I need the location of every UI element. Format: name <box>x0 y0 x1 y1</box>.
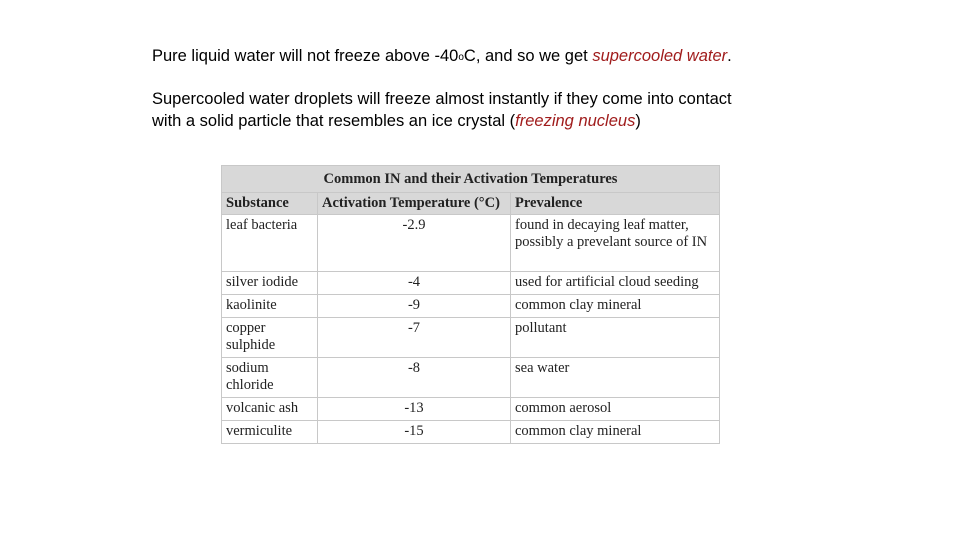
header-prevalence: Prevalence <box>511 193 720 215</box>
cell-substance: leaf bacteria <box>222 215 318 272</box>
intro-paragraph <box>152 45 732 67</box>
table-row <box>222 398 720 421</box>
nucleus-line-2 <box>152 110 732 132</box>
intro-text: Pure liquid water will not freeze above -40 <box>152 47 459 65</box>
cell-prevalence: pollutant <box>511 318 720 358</box>
cell-temperature: -4 <box>318 272 511 295</box>
cell-prevalence: common aerosol <box>511 398 720 421</box>
table-row <box>222 421 720 444</box>
table-row <box>222 272 720 295</box>
supercooled-water-term: supercooled water <box>592 47 728 65</box>
cell-prevalence: common clay mineral <box>511 421 720 444</box>
cell-prevalence: sea water <box>511 358 720 398</box>
ice-nuclei-table <box>221 165 720 444</box>
cell-substance: sodium chloride <box>222 358 318 398</box>
table-row <box>222 295 720 318</box>
nucleus-text-end: ) <box>635 112 641 130</box>
cell-substance: copper sulphide <box>222 318 318 358</box>
table-caption: Common IN and their Activation Temperatures <box>222 166 720 193</box>
cell-substance: silver iodide <box>222 272 318 295</box>
degree-mark: o <box>458 52 464 63</box>
cell-temperature: -2.9 <box>318 215 511 272</box>
cell-temperature: -9 <box>318 295 511 318</box>
header-substance: Substance <box>222 193 318 215</box>
freezing-nucleus-term: freezing nucleus <box>515 112 636 130</box>
intro-text-end: . <box>727 47 732 65</box>
cell-temperature: -8 <box>318 358 511 398</box>
cell-temperature: -15 <box>318 421 511 444</box>
cell-substance: vermiculite <box>222 421 318 444</box>
cell-prevalence: used for artificial cloud seeding <box>511 272 720 295</box>
table-row <box>222 318 720 358</box>
cell-prevalence: found in decaying leaf matter, possibly a prevelant source of IN <box>511 215 720 272</box>
table-caption-row <box>222 166 720 193</box>
intro-text-cont: C, and so we get <box>463 47 593 65</box>
table-row <box>222 358 720 398</box>
cell-substance: kaolinite <box>222 295 318 318</box>
table-header-row <box>222 193 720 215</box>
cell-temperature: -7 <box>318 318 511 358</box>
cell-prevalence: common clay mineral <box>511 295 720 318</box>
table-row <box>222 215 720 272</box>
nucleus-paragraph <box>152 88 732 132</box>
header-temperature: Activation Temperature (°C) <box>318 193 511 215</box>
nucleus-text: with a solid particle that resembles an ice crystal ( <box>152 112 516 130</box>
cell-temperature: -13 <box>318 398 511 421</box>
nucleus-line-1: Supercooled water droplets will freeze almost instantly if they come into contact <box>152 90 732 108</box>
cell-substance: volcanic ash <box>222 398 318 421</box>
